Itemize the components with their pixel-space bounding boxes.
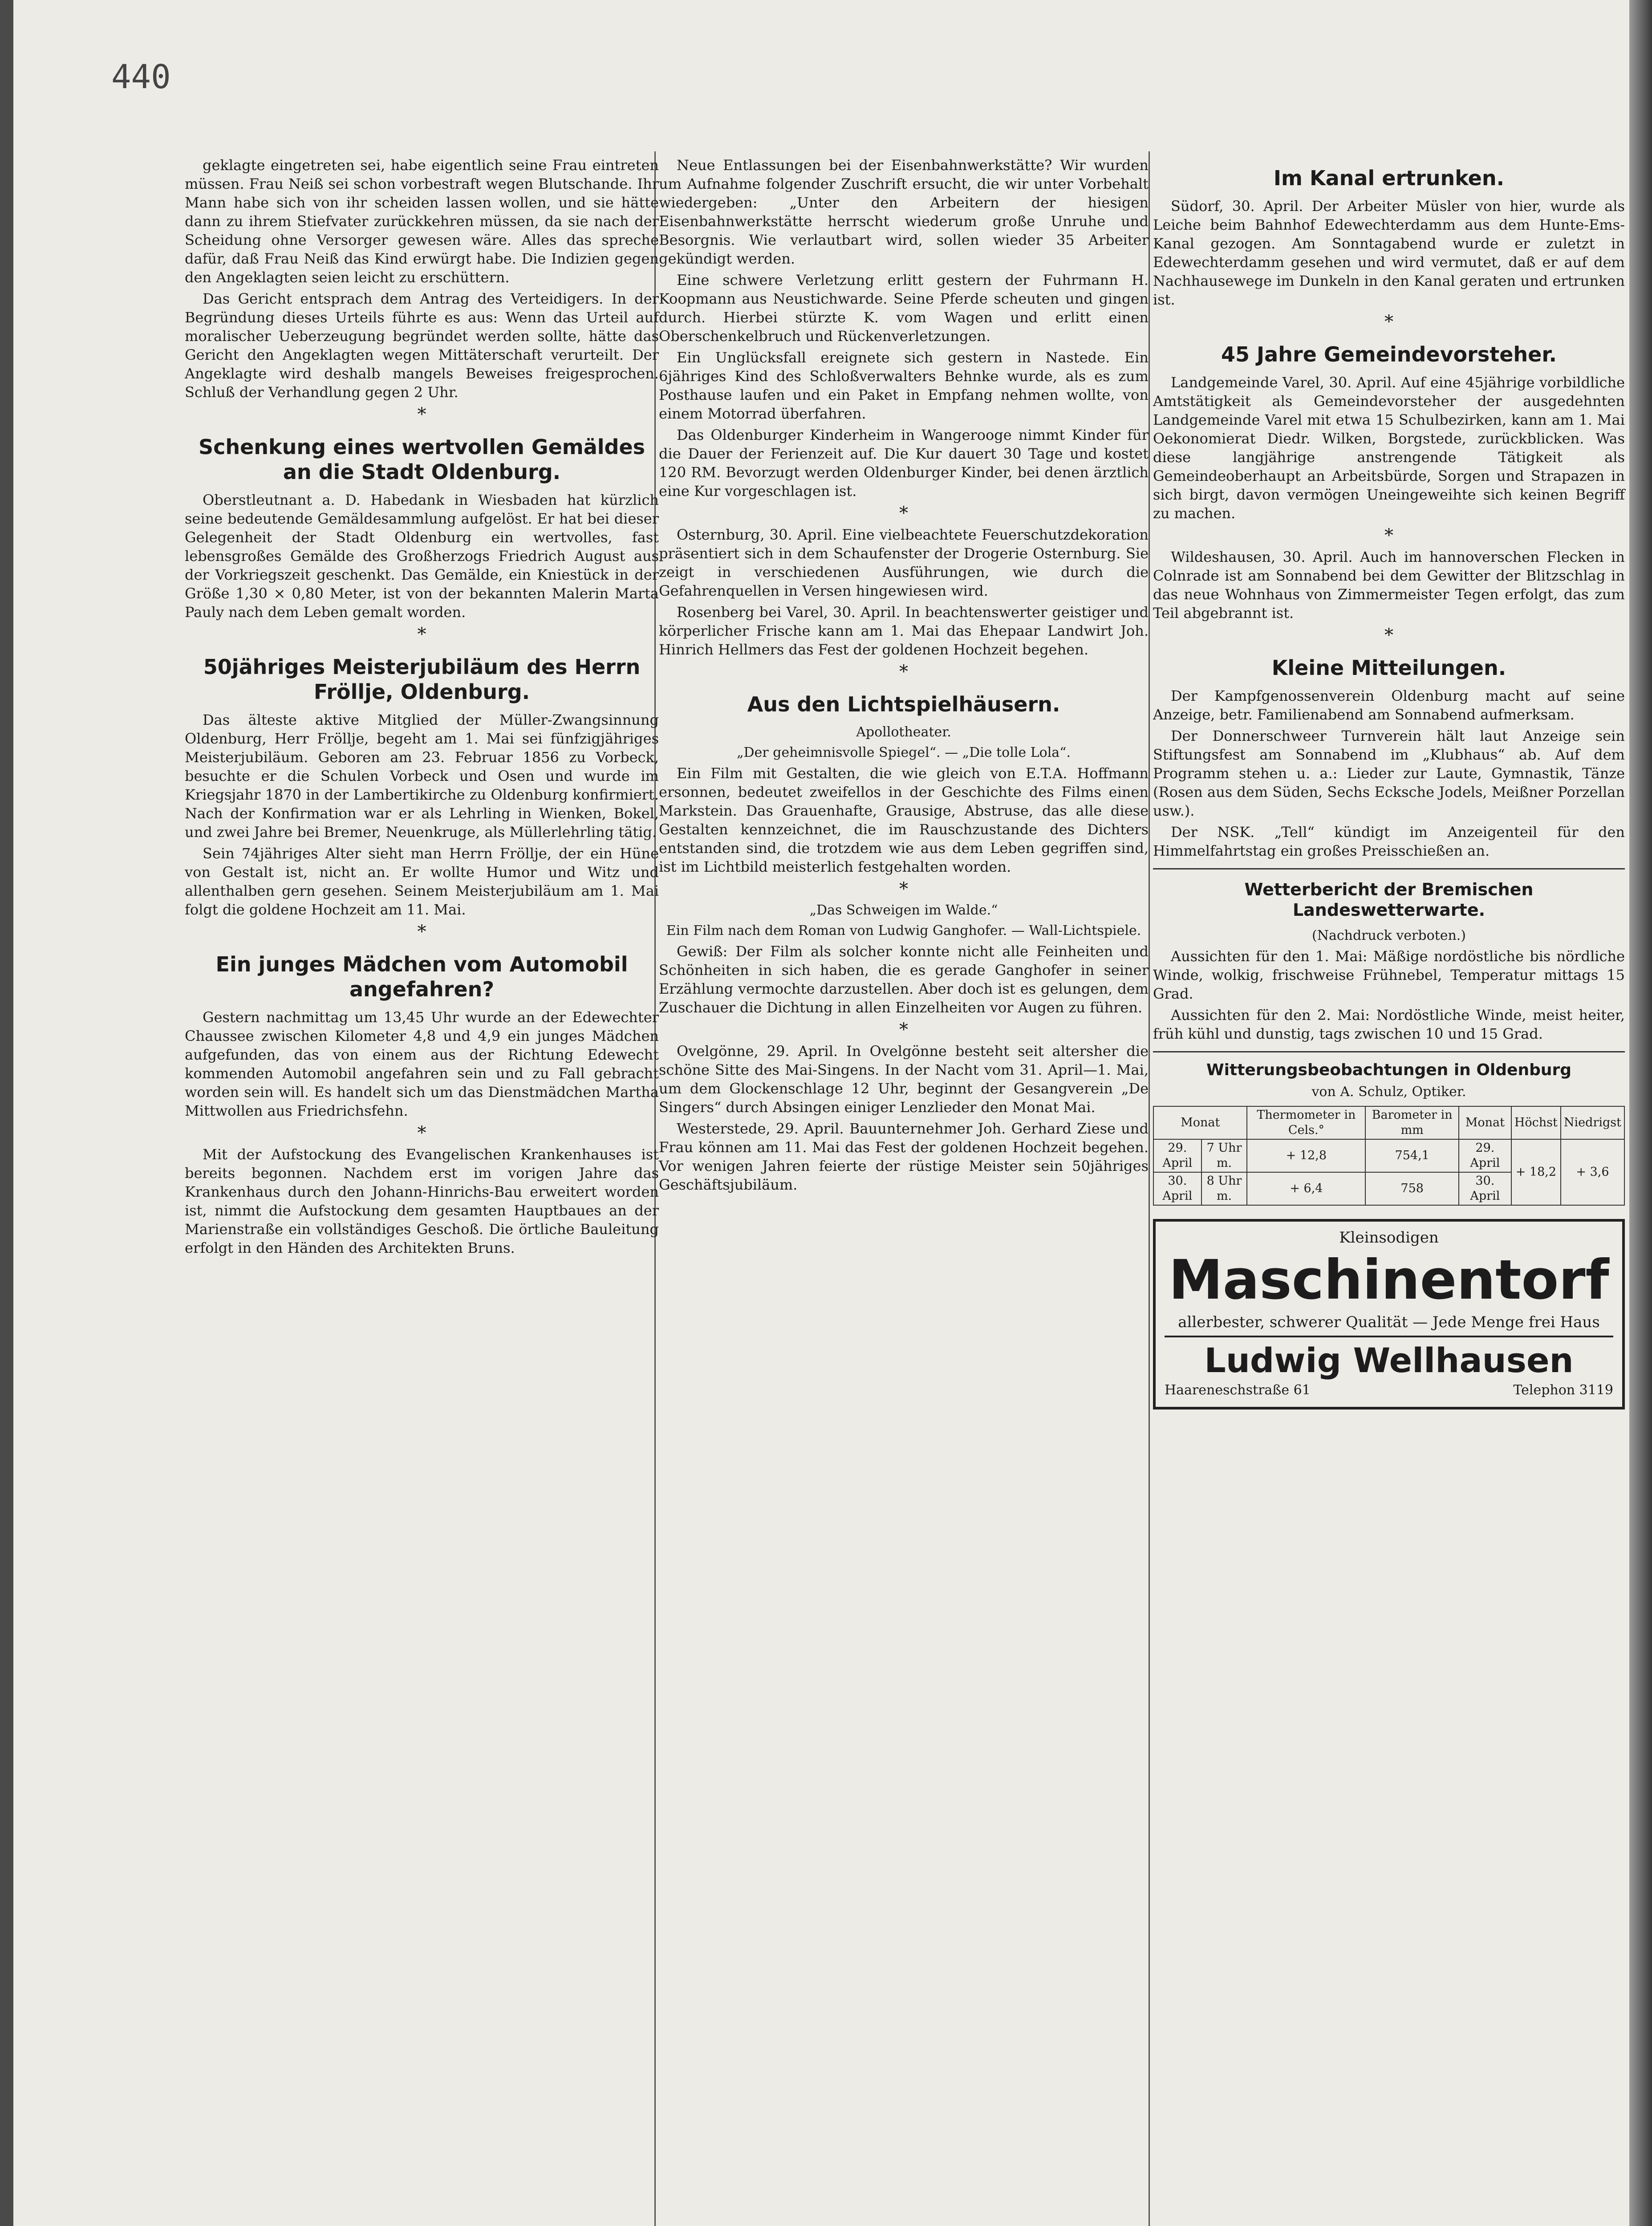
article-text: Das Gericht entsprach dem Antrag des Verteidigers. In der Begründung dieses Urteils führte es aus: Wenn das Urteil auf moralischer Ueberzeugung begründet werden sollte, hätte das Gericht den Angeklagten wegen Mittäterschaft verurteilt. Der Angeklagte wird deshalb mangels Beweises freigesprochen. Schluß der Verhandlung gegen 2 Uhr. [185, 290, 659, 401]
page-binding-edge [1629, 0, 1652, 2226]
article-text: Westerstede, 29. April. Bauunternehmer Joh. Gerhard Ziese und Frau können am 11. Mai das Fest der goldenen Hochzeit begehen. Vor wenigen Jahren feierte der rüstige Meister sein 50jähriges Geschäftsjubiläum. [659, 1120, 1149, 1193]
article-text: Das älteste aktive Mitglied der Müller-Zwangsinnung Oldenburg, Herr Fröllje, begeht am 1. Mai sei fünfzigjähriges Meisterjubiläum. Geboren am 23. Februar 1856 zu Vorbeck, besuchte er die Schulen Vorbeck und Osen und wurde im Kriegsjahr 1870 in der Lambertikirche zu Oldenburg konfirmiert. Nach der Konfirmation war er als Lehrling in Wienken, Bokel, und zwei Jahre bei Bremer, Neuenkruge, als Müllerlehrling tätig. [185, 711, 659, 841]
observations-headline: Witterungsbeobachtungen in Oldenburg [1206, 1061, 1572, 1079]
article-text: Sein 74jähriges Alter sieht man Herrn Fröllje, der ein Hüne von Gestalt ist, nicht an. Er wollte Humor und Witz und allenthalben gern gesehen. Seinem Meisterjubiläum am 1. Mai folgt die goldene Hochzeit am 11. Mai. [185, 845, 659, 918]
separator-star: * [417, 922, 426, 942]
table-cell: 29. April [1153, 1139, 1201, 1172]
ad-phone: Telephon 3119 [1513, 1382, 1613, 1398]
table-cell: 30. April [1459, 1172, 1511, 1205]
table-cell: 7 Uhr m. [1201, 1139, 1247, 1172]
table-header: Niedrigst [1561, 1106, 1624, 1139]
article-text: Eine schwere Verletzung erlitt gestern der Fuhrmann H. Koopmann aus Neustichwarde. Seine Pferde scheuten und gingen durch. Hierbei stürzte K. vom Wagen und erlitt einen Oberschenkelbruch und Rückenverletzungen. [659, 272, 1149, 345]
separator-star: * [417, 404, 426, 425]
table-header: Thermometer in Cels.° [1247, 1106, 1365, 1139]
article-text: Gestern nachmittag um 13,45 Uhr wurde an der Edewechter Chaussee zwischen Kilometer 4,8 und 4,9 ein junges Mädchen aufgefunden, das von einem aus der Richtung Edewecht kommenden Automobil angefahren sein und zu Fall gebracht worden sein will. Es handelt sich um das Dienstmädchen Martha Mittwollen aus Friedrichsfehn. [185, 1009, 659, 1119]
column-rule [1149, 151, 1150, 2226]
separator-star: * [899, 503, 908, 524]
table-header: Monat [1153, 1106, 1247, 1139]
headline: Kleine Mitteilungen. [1271, 656, 1506, 680]
separator-star: * [899, 662, 908, 682]
article-text: Ein Unglücksfall ereignete sich gestern in Nastede. Ein 6jähriges Kind des Schloßverwalters Behnke wurde, als es zum Posthause laufen und ein Paket in Empfang nehmen wollte, von einem Motorrad überfahren. [659, 349, 1149, 422]
page-number: 440 [111, 58, 171, 96]
separator-star: * [417, 624, 426, 645]
separator-star: * [417, 1123, 426, 1143]
table-cell: + 12,8 [1247, 1139, 1365, 1172]
headline: Schenkung eines wertvollen Gemäldes an die Stadt Oldenburg. [198, 435, 645, 484]
separator-star: * [1384, 312, 1393, 332]
ad-quality: allerbester, schwerer Qualität — Jede Menge frei Haus [1178, 1313, 1600, 1331]
headline: 50jähriges Meisterjubiläum des Herrn Fröllje, Oldenburg. [203, 655, 641, 704]
headline: Ein junges Mädchen vom Automobil angefahren? [215, 952, 628, 1001]
article-text: Ein Film mit Gestalten, die wie gleich von E.T.A. Hoffmann ersonnen, bedeutet zweifellos in der Geschichte des Films einen Markstein. Das Grauenhafte, Grausige, Abstruse, das alle diese Gestalten kennzeichnet, die im Rauschzustande des Dichters entstanden sind, die trotzdem wie aus dem Leben gegriffen sind, ist im Lichtbild meisterlich festgehalten worden. [659, 765, 1149, 875]
subheading: Apollotheater. [856, 724, 951, 740]
headline: Aus den Lichtspielhäusern. [747, 692, 1060, 716]
table-cell: 8 Uhr m. [1201, 1172, 1247, 1205]
table-row [1153, 1139, 1624, 1172]
article-text: Der Kampfgenossenverein Oldenburg macht auf seine Anzeige, betr. Familienabend am Sonnabend aufmerksam. [1153, 687, 1625, 723]
article-text: Rosenberg bei Varel, 30. April. In beachtenswerter geistiger und körperlicher Frische kann am 1. Mai das Ehepaar Landwirt Joh. Hinrich Hellmers das Fest der goldenen Hochzeit begehen. [659, 604, 1149, 658]
column-2 [659, 156, 1149, 2226]
weather-forecast: Aussichten für den 1. Mai: Mäßige nordöstliche bis nördliche Winde, wolkig, frischweise Frühnebel, Temperatur mittags 15 Grad. [1153, 948, 1625, 1002]
table-cell: 758 [1365, 1172, 1458, 1205]
headline: Im Kanal ertrunken. [1273, 166, 1505, 190]
table-header: Monat [1459, 1106, 1511, 1139]
column-3 [1153, 156, 1625, 2226]
article-text: Südorf, 30. April. Der Arbeiter Müsler von hier, wurde als Leiche beim Bahnhof Edewechterdamm aus dem Hunte-Ems-Kanal gezogen. Am Sonntagabend wurde er zuletzt in Edewechterdamm gesehen und wird vermutet, daß er auf dem Nachhausewege im Dunkeln in den Kanal geraten und ertrunken ist. [1153, 198, 1625, 308]
table-header: Höchst [1511, 1106, 1561, 1139]
article-text: Landgemeinde Varel, 30. April. Auf eine 45jährige vorbildliche Amtstätigkeit als Gemeindevorsteher der ausgedehnten Landgemeinde Varel mit etwa 15 Schulbezirken, kann am 1. Mai Oekonomierat Diedr. Wilken, Borgstede, zurückblicken. Was diese langjährige anstrengende Tätigkeit als Gemeindeoberhaupt an Arbeitsbürde, Sorgen und Strapazen in sich birgt, davon vermögen Uneingeweihte sich keinen Begriff zu machen. [1153, 374, 1625, 522]
article-text: Der NSK. „Tell“ kündigt im Anzeigenteil für den Himmelfahrtstag ein großes Preisschießen an. [1153, 824, 1625, 859]
article-text: Osternburg, 30. April. Eine vielbeachtete Feuerschutzdekoration präsentiert sich in dem Schaufenster der Drogerie Osternburg. Sie zeigt in verschiedenen Ausführungen, wie durch die Gefahrenquellen in Versen hingewiesen wird. [659, 526, 1149, 599]
subheading: Ein Film nach dem Roman von Ludwig Ganghofer. — Wall-Lichtspiele. [666, 923, 1141, 938]
table-cell: + 18,2 [1511, 1139, 1561, 1205]
article-text: Oberstleutnant a. D. Habedank in Wiesbaden hat kürzlich seine bedeutende Gemäldesammlung aufgelöst. Er hat bei dieser Gelegenheit der Stadt Oldenburg ein wertvolles, fast lebensgroßes Gemälde des Großherzogs Friedrich August aus der Vorkriegszeit geschenkt. Das Gemälde, ein Kniestück in der Größe 1,30 × 0,80 Meter, ist von der bekannten Malerin Marta Pauly nach dem Leben gemalt worden. [185, 492, 659, 621]
article-text: Mit der Aufstockung des Evangelischen Krankenhauses ist bereits begonnen. Nachdem erst im vorigen Jahre das Krankenhaus durch den Johann-Hinrichs-Bau erweitert worden ist, nimmt die Aufstockung dem gesamten Hauptbaues an der Marienstraße ein vollständiges Geschoß. Die örtliche Bauleitung erfolgt in den Händen des Architekten Bruns. [185, 1146, 659, 1256]
ad-brand: Maschinentorf [1169, 1248, 1609, 1312]
subheading: „Der geheimnisvolle Spiegel“. — „Die tolle Lola“. [736, 745, 1071, 760]
article-text: Das Oldenburger Kinderheim in Wangerooge nimmt Kinder für die Dauer der Ferienzeit auf. Die Kur dauert 30 Tage und kostet 120 RM. Bevorzugt werden Oldenburger Kinder, bei denen ärztlich eine Kur vorgeschlagen ist. [659, 427, 1149, 500]
separator-star: * [1384, 625, 1393, 646]
subheading: „Das Schweigen im Walde.“ [809, 902, 998, 918]
table-cell: 30. April [1153, 1172, 1201, 1205]
article-text: Neue Entlassungen bei der Eisenbahnwerkstätte? Wir wurden um Aufnahme folgender Zuschrift ersucht, die wir unter Vorbehalt wiedergeben: „Unter den Arbeitern der hiesigen Eisenbahnwerkstätte herrscht wiederum große Unruhe und Besorgnis. Wie verlautbart wird, sollen wieder 35 Arbeiter gekündigt werden. [659, 157, 1149, 267]
newspaper-page [13, 0, 1629, 2226]
ad-address: Haareneschstraße 61 [1165, 1382, 1311, 1398]
table-header: Barometer in mm [1365, 1106, 1458, 1139]
separator-star: * [899, 1020, 908, 1040]
article-text: Wildeshausen, 30. April. Auch im hannoverschen Flecken in Colnrade ist am Sonnabend bei dem Gewitter der Blitzschlag in das neue Wohnhaus von Zimmermeister Tegen erfolgt, das zum Teil abgebrannt ist. [1153, 548, 1625, 621]
table-cell: 754,1 [1365, 1139, 1458, 1172]
article-text: geklagte eingetreten sei, habe eigentlich seine Frau eintreten müssen. Frau Neiß sei schon vorbestraft wegen Blutschande. Ihr Mann habe sich von ihr scheiden lassen wollen, und sie hätte dann zu ihrem Stiefvater zurückkehren müssen, da sie nach der Scheidung ohne Versorger gewesen wäre. Alles das spreche dafür, daß Frau Neiß das Kind erwürgt habe. Die Indizien gegen den Angeklagten seien leicht zu erschüttern. [185, 157, 659, 286]
article-text: Gewiß: Der Film als solcher konnte nicht alle Feinheiten und Schönheiten in sich haben, die es gerade Ganghofer in seiner Erzählung vermochte darzustellen. Aber doch ist es gelungen, dem Zuschauer die Dichtung in allen Einzelheiten vor Augen zu führen. [659, 943, 1149, 1016]
headline: 45 Jahre Gemeindevorsteher. [1221, 342, 1557, 366]
divider [1153, 868, 1625, 869]
ad-tagline: Kleinsodigen [1339, 1229, 1439, 1247]
article-text: Ovelgönne, 29. April. In Ovelgönne besteht seit altersher die schöne Sitte des Mai-Singens. In der Nacht vom 31. April—1. Mai, um dem Glockenschlage 12 Uhr, beginnt der Gesangverein „De Singers“ durch Absingen einiger Lenzlieder den Monat Mai. [659, 1043, 1149, 1116]
table-cell: + 3,6 [1561, 1139, 1624, 1205]
table-cell: 29. April [1459, 1139, 1511, 1172]
weather-forecast: Aussichten für den 2. Mai: Nordöstliche Winde, meist heiter, früh kühl und dunstig, tags zwischen 10 und 15 Grad. [1153, 1007, 1625, 1042]
weather-table [1153, 1106, 1625, 1206]
ad-contact [1165, 1381, 1613, 1400]
separator-star: * [1384, 525, 1393, 546]
advertisement [1153, 1219, 1625, 1410]
article-text: Der Donnerschweer Turnverein hält laut Anzeige sein Stiftungsfest am Sonnabend im „Klubhaus“ ab. Auf dem Programm stehen u. a.: Lieder zur Laute, Gymnastik, Tänze (Rosen aus dem Süden, Sechs Ecksche Jodels, Meißner Porzellan usw.). [1153, 727, 1625, 819]
column-1 [185, 156, 659, 2226]
separator-star: * [899, 879, 908, 899]
ad-company: Ludwig Wellhausen [1165, 1336, 1613, 1381]
divider [1153, 1051, 1625, 1052]
observations-byline: von A. Schulz, Optiker. [1311, 1084, 1466, 1100]
weather-note: (Nachdruck verboten.) [1311, 928, 1466, 943]
table-cell: + 6,4 [1247, 1172, 1365, 1205]
weather-headline: Wetterbericht der Bremischen Landeswetterwarte. [1244, 880, 1534, 920]
